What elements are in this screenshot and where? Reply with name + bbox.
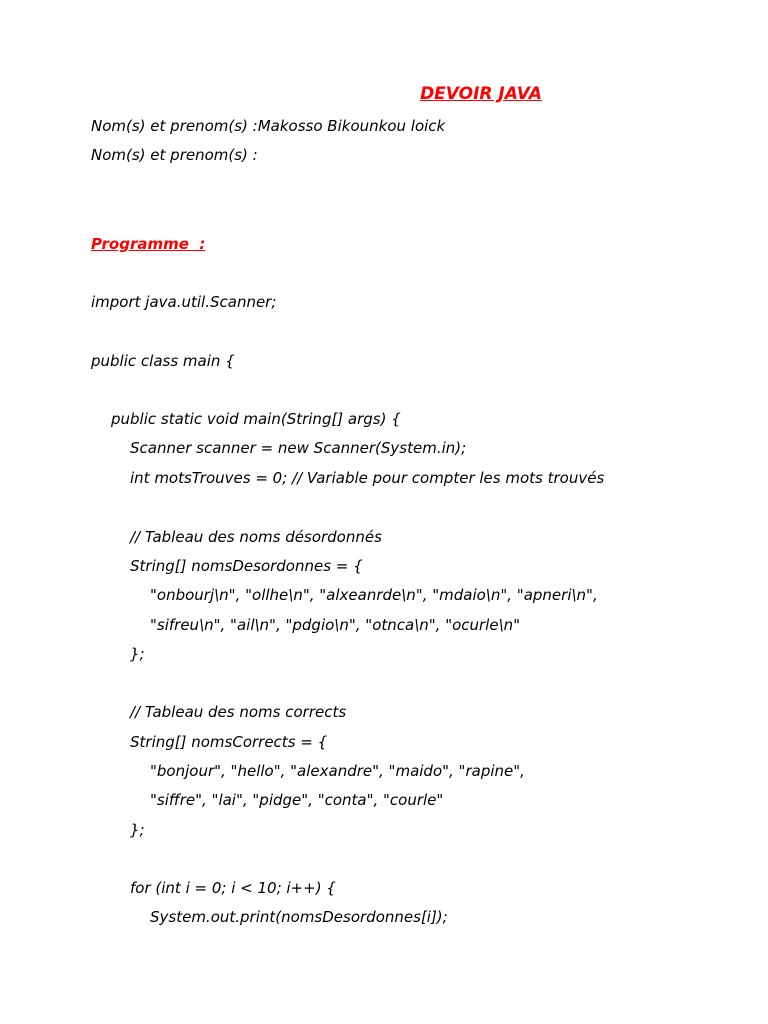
code-line: public class main { <box>91 352 235 370</box>
section-heading: Programme : <box>91 235 206 253</box>
code-line: System.out.print(nomsDesordonnes[i]); <box>150 908 448 926</box>
author-line-1: Nom(s) et prenom(s) :Makosso Bikounkou loick <box>91 117 446 135</box>
author-line-2: Nom(s) et prenom(s) : <box>91 146 258 164</box>
code-line: import java.util.Scanner; <box>91 293 277 311</box>
code-line: "siffre", "lai", "pidge", "conta", "courle" <box>150 791 444 809</box>
code-line: String[] nomsDesordonnes = { <box>130 557 363 575</box>
code-line: "onbourj\n", "ollhe\n", "alxeanrde\n", "mdaio\n", "apneri\n", <box>150 586 598 604</box>
code-line: "sifreu\n", "ail\n", "pdgio\n", "otnca\n", "ocurle\n" <box>150 616 521 634</box>
code-line: "bonjour", "hello", "alexandre", "maido", "rapine", <box>150 762 525 780</box>
code-line: }; <box>130 821 145 839</box>
code-line: public static void main(String[] args) { <box>111 410 401 428</box>
code-line: String[] nomsCorrects = { <box>130 733 328 751</box>
code-line: }; <box>130 645 145 663</box>
code-line: int motsTrouves = 0; // Variable pour compter les mots trouvés <box>130 469 605 487</box>
code-line: // Tableau des noms corrects <box>130 703 347 721</box>
code-line: // Tableau des noms désordonnés <box>130 528 382 546</box>
document-title: DEVOIR JAVA <box>420 84 542 104</box>
code-line: Scanner scanner = new Scanner(System.in); <box>130 439 467 457</box>
code-line: for (int i = 0; i < 10; i++) { <box>130 879 336 897</box>
